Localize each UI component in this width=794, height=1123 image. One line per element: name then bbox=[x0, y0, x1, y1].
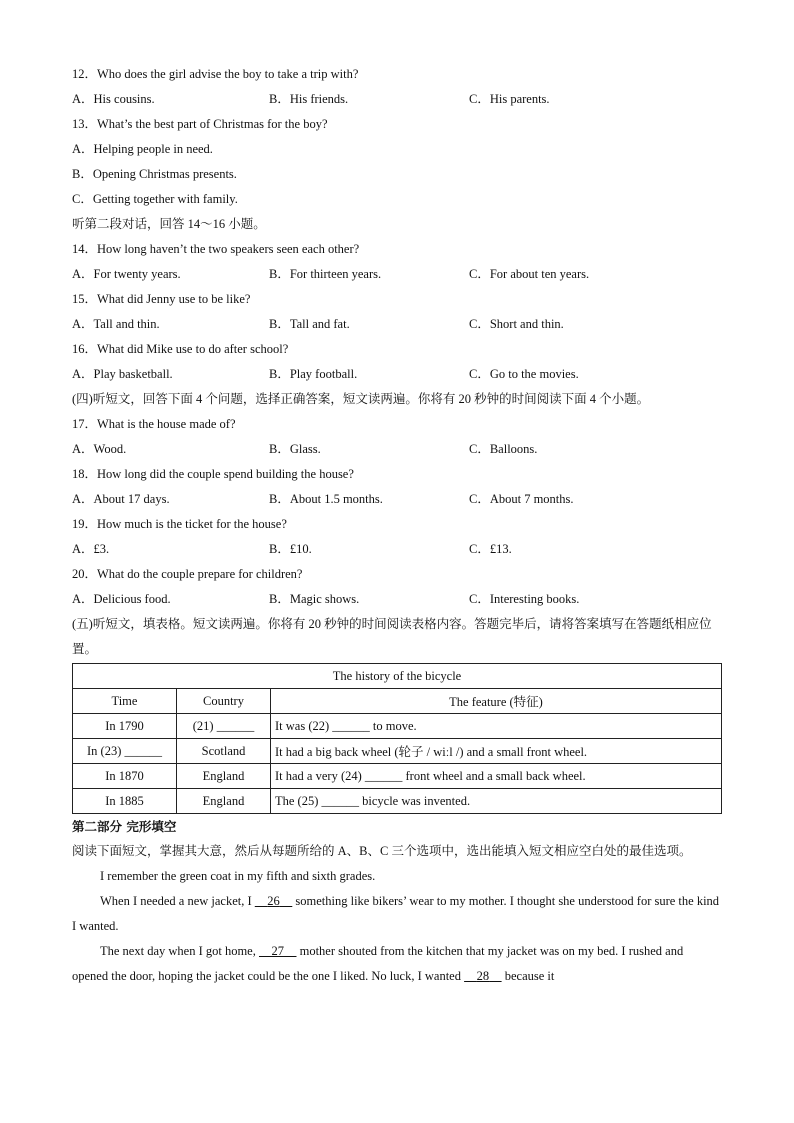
option-a: A．Play basketball. bbox=[72, 367, 173, 381]
paragraph-text: When I needed a new jacket, I bbox=[100, 894, 255, 908]
option-c: C．Go to the movies. bbox=[469, 367, 579, 381]
option-a: A．Wood. bbox=[72, 442, 127, 456]
cell-time: In 1885 bbox=[73, 789, 177, 814]
blank-number: 28 bbox=[476, 969, 490, 983]
paragraph-text: something like bikers’ wear to my mother. I thought she understood for sure the kind I wanted. bbox=[72, 894, 720, 933]
table-title: The history of the bicycle bbox=[73, 664, 722, 689]
table-row bbox=[73, 789, 722, 814]
option-c: C．Getting together with family. bbox=[72, 192, 238, 206]
cloze-paragraph-1: I remember the green coat in my fifth and sixth grades. bbox=[100, 869, 376, 883]
cell-time: In (23) ______ bbox=[73, 739, 177, 764]
cell-country: England bbox=[177, 764, 271, 789]
options-14 bbox=[72, 262, 722, 287]
section-title: 第二部分 完形填空 bbox=[72, 819, 177, 834]
options-20 bbox=[72, 587, 722, 612]
cloze-paragraph-2 bbox=[72, 889, 722, 939]
option-b: B．Opening Christmas presents. bbox=[72, 167, 237, 181]
option-b: B．His friends. bbox=[269, 92, 349, 106]
option-c: C．Balloons. bbox=[469, 442, 538, 456]
option-c: C．Short and thin. bbox=[469, 317, 564, 331]
question-13: 13．What’s the best part of Christmas for the boy? bbox=[72, 117, 328, 131]
exam-page bbox=[72, 62, 722, 989]
option-a: A．Tall and thin. bbox=[72, 317, 160, 331]
options-19 bbox=[72, 537, 722, 562]
header-feature: The feature (特征) bbox=[271, 689, 722, 714]
question-14: 14．How long haven’t the two speakers seen each other? bbox=[72, 242, 360, 256]
question-20: 20．What do the couple prepare for children? bbox=[72, 567, 303, 581]
option-a: A．For twenty years. bbox=[72, 267, 181, 281]
cell-feature: It was (22) ______ to move. bbox=[271, 714, 722, 739]
option-b: B．Glass. bbox=[269, 442, 321, 456]
header-time: Time bbox=[73, 689, 177, 714]
cell-time: In 1790 bbox=[73, 714, 177, 739]
cell-feature: It had a very (24) ______ front wheel and a small back wheel. bbox=[271, 764, 722, 789]
question-15: 15．What did Jenny use to be like? bbox=[72, 292, 251, 306]
option-a: A．£3. bbox=[72, 542, 110, 556]
options-12 bbox=[72, 87, 722, 112]
bicycle-history-table bbox=[72, 663, 722, 814]
option-a: A．Delicious food. bbox=[72, 592, 171, 606]
part5-instruction: (五)听短文，填表格。短文读两遍。你将有 20 秒钟的时间阅读表格内容。答题完毕后，请将答案填写在答题纸相应位置。 bbox=[72, 617, 712, 656]
cell-country: England bbox=[177, 789, 271, 814]
option-c: C．Interesting books. bbox=[469, 592, 580, 606]
cloze-instruction: 阅读下面短文，掌握其大意，然后从每题所给的 A、B、C 三个选项中，选出能填入短文相应空白处的最佳选项。 bbox=[72, 844, 692, 858]
cell-country: Scotland bbox=[177, 739, 271, 764]
question-17: 17．What is the house made of? bbox=[72, 417, 236, 431]
question-19: 19．How much is the ticket for the house? bbox=[72, 517, 287, 531]
cell-feature: The (25) ______ bicycle was invented. bbox=[271, 789, 722, 814]
blank-27 bbox=[259, 944, 297, 958]
blank-28 bbox=[464, 969, 502, 983]
paragraph-text: because it bbox=[501, 969, 555, 983]
cloze-paragraph-3 bbox=[72, 939, 722, 989]
options-16 bbox=[72, 362, 722, 387]
option-c: C．About 7 months. bbox=[469, 492, 574, 506]
option-c: C．His parents. bbox=[469, 92, 550, 106]
question-18: 18．How long did the couple spend building the house? bbox=[72, 467, 354, 481]
cell-feature: It had a big back wheel (轮子 / wiːl /) and a small front wheel. bbox=[271, 739, 722, 764]
option-b: B．Tall and fat. bbox=[269, 317, 350, 331]
option-a: A．About 17 days. bbox=[72, 492, 170, 506]
blank-26 bbox=[255, 894, 293, 908]
option-c: C．£13. bbox=[469, 542, 512, 556]
dialog-instruction: 听第二段对话，回答 14～16 小题。 bbox=[72, 217, 266, 231]
question-12: 12．Who does the girl advise the boy to take a trip with? bbox=[72, 67, 359, 81]
table-row bbox=[73, 739, 722, 764]
options-18 bbox=[72, 487, 722, 512]
paragraph-text: The next day when I got home, bbox=[100, 944, 259, 958]
option-a: A．His cousins. bbox=[72, 92, 155, 106]
option-c: C．For about ten years. bbox=[469, 267, 590, 281]
paragraph-text: mother shouted from the kitchen that my jacket was on my bed. I rushed and opened the door, hoping the jacket could be the one I liked. No luck, I wanted bbox=[72, 944, 684, 983]
question-16: 16．What did Mike use to do after school? bbox=[72, 342, 289, 356]
header-country: Country bbox=[177, 689, 271, 714]
table-row bbox=[73, 714, 722, 739]
option-b: B．£10. bbox=[269, 542, 312, 556]
part4-instruction: (四)听短文，回答下面 4 个问题，选择正确答案，短文读两遍。你将有 20 秒钟的时间阅读下面 4 个小题。 bbox=[72, 392, 650, 406]
table-header-row bbox=[73, 689, 722, 714]
options-17 bbox=[72, 437, 722, 462]
blank-number: 26 bbox=[267, 894, 280, 908]
table-row bbox=[73, 764, 722, 789]
option-b: B．Play football. bbox=[269, 367, 358, 381]
cell-time: In 1870 bbox=[73, 764, 177, 789]
blank-number: 27 bbox=[271, 944, 284, 958]
option-b: B．For thirteen years. bbox=[269, 267, 382, 281]
options-15 bbox=[72, 312, 722, 337]
option-b: B．About 1.5 months. bbox=[269, 492, 383, 506]
option-b: B．Magic shows. bbox=[269, 592, 360, 606]
option-a: A．Helping people in need. bbox=[72, 142, 213, 156]
cell-country: (21) ______ bbox=[177, 714, 271, 739]
